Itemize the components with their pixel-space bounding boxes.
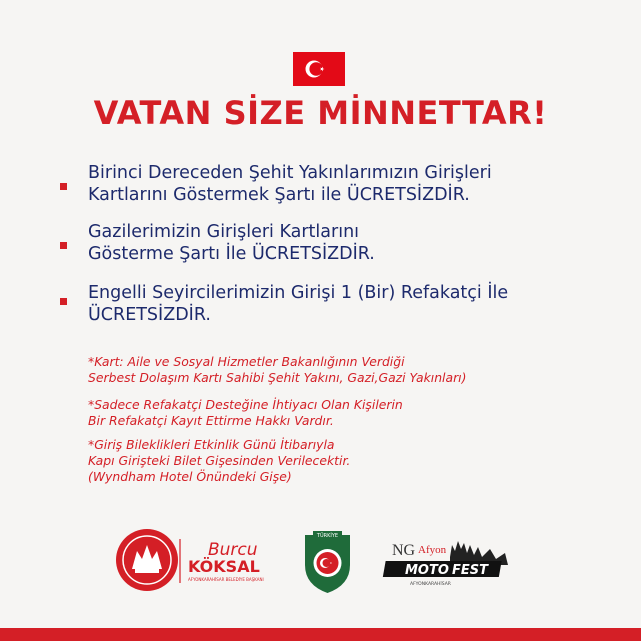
ng-brand: NG [392, 542, 416, 559]
page-title: VATAN SİZE MİNNETTAR! [93, 94, 548, 132]
bullet-square-icon [60, 183, 67, 190]
mayor-title: AFYONKARAHİSAR BELEDİYE BAŞKANI [188, 577, 264, 582]
list-item-text: Gazilerimizin Girişleri Kartlarını Gösterme Şartı İle ÜCRETSİZDİR. [88, 222, 375, 264]
bullet-square-icon [60, 298, 67, 305]
fest-moto: MOTO [405, 563, 449, 578]
mayor-script-name: Burcu [208, 540, 258, 560]
mayor-surname: KÖKSAL [188, 557, 260, 576]
fest-fest: FEST [452, 563, 488, 578]
municipality-seal-icon [116, 529, 178, 591]
bullet-square-icon [60, 242, 67, 249]
list-item-text: Engelli Seyircilerimizin Girişi 1 (Bir) Refakatçi İle ÜCRETSİZDİR. [88, 283, 509, 325]
bottom-bar [0, 628, 641, 641]
motofest-logo [383, 541, 508, 587]
list-item-text: Birinci Dereceden Şehit Yakınlarımızın Girişleri Kartlarını Göstermek Şartı ile ÜCRETSİZDİR. [88, 163, 492, 205]
federation-label: TÜRKİYE [316, 533, 339, 539]
logo-row [0, 525, 641, 595]
federation-shield-icon [305, 531, 350, 593]
ng-city: Afyon [418, 544, 447, 556]
footnote: *Giriş Bileklikleri Etkinlik Günü İtibarıyla Kapı Girişteki Bilet Gişesinden Verilecektir. (Wyndham Hotel Önündeki Gişe) [88, 437, 351, 484]
fest-sub: AFYONKARAHİSAR [410, 582, 451, 587]
footnote: *Kart: Aile ve Sosyal Hizmetler Bakanlığının Verdiği Serbest Dolaşım Kartı Sahibi Şehit Yakını, Gazi,Gazi Yakınları) [88, 354, 467, 385]
turkish-flag-icon [293, 52, 345, 86]
footnote: *Sadece Refakatçi Desteğine İhtiyacı Olan Kişilerin Bir Refakatçi Kayıt Ettirme Hakkı Vardır. [88, 397, 403, 428]
